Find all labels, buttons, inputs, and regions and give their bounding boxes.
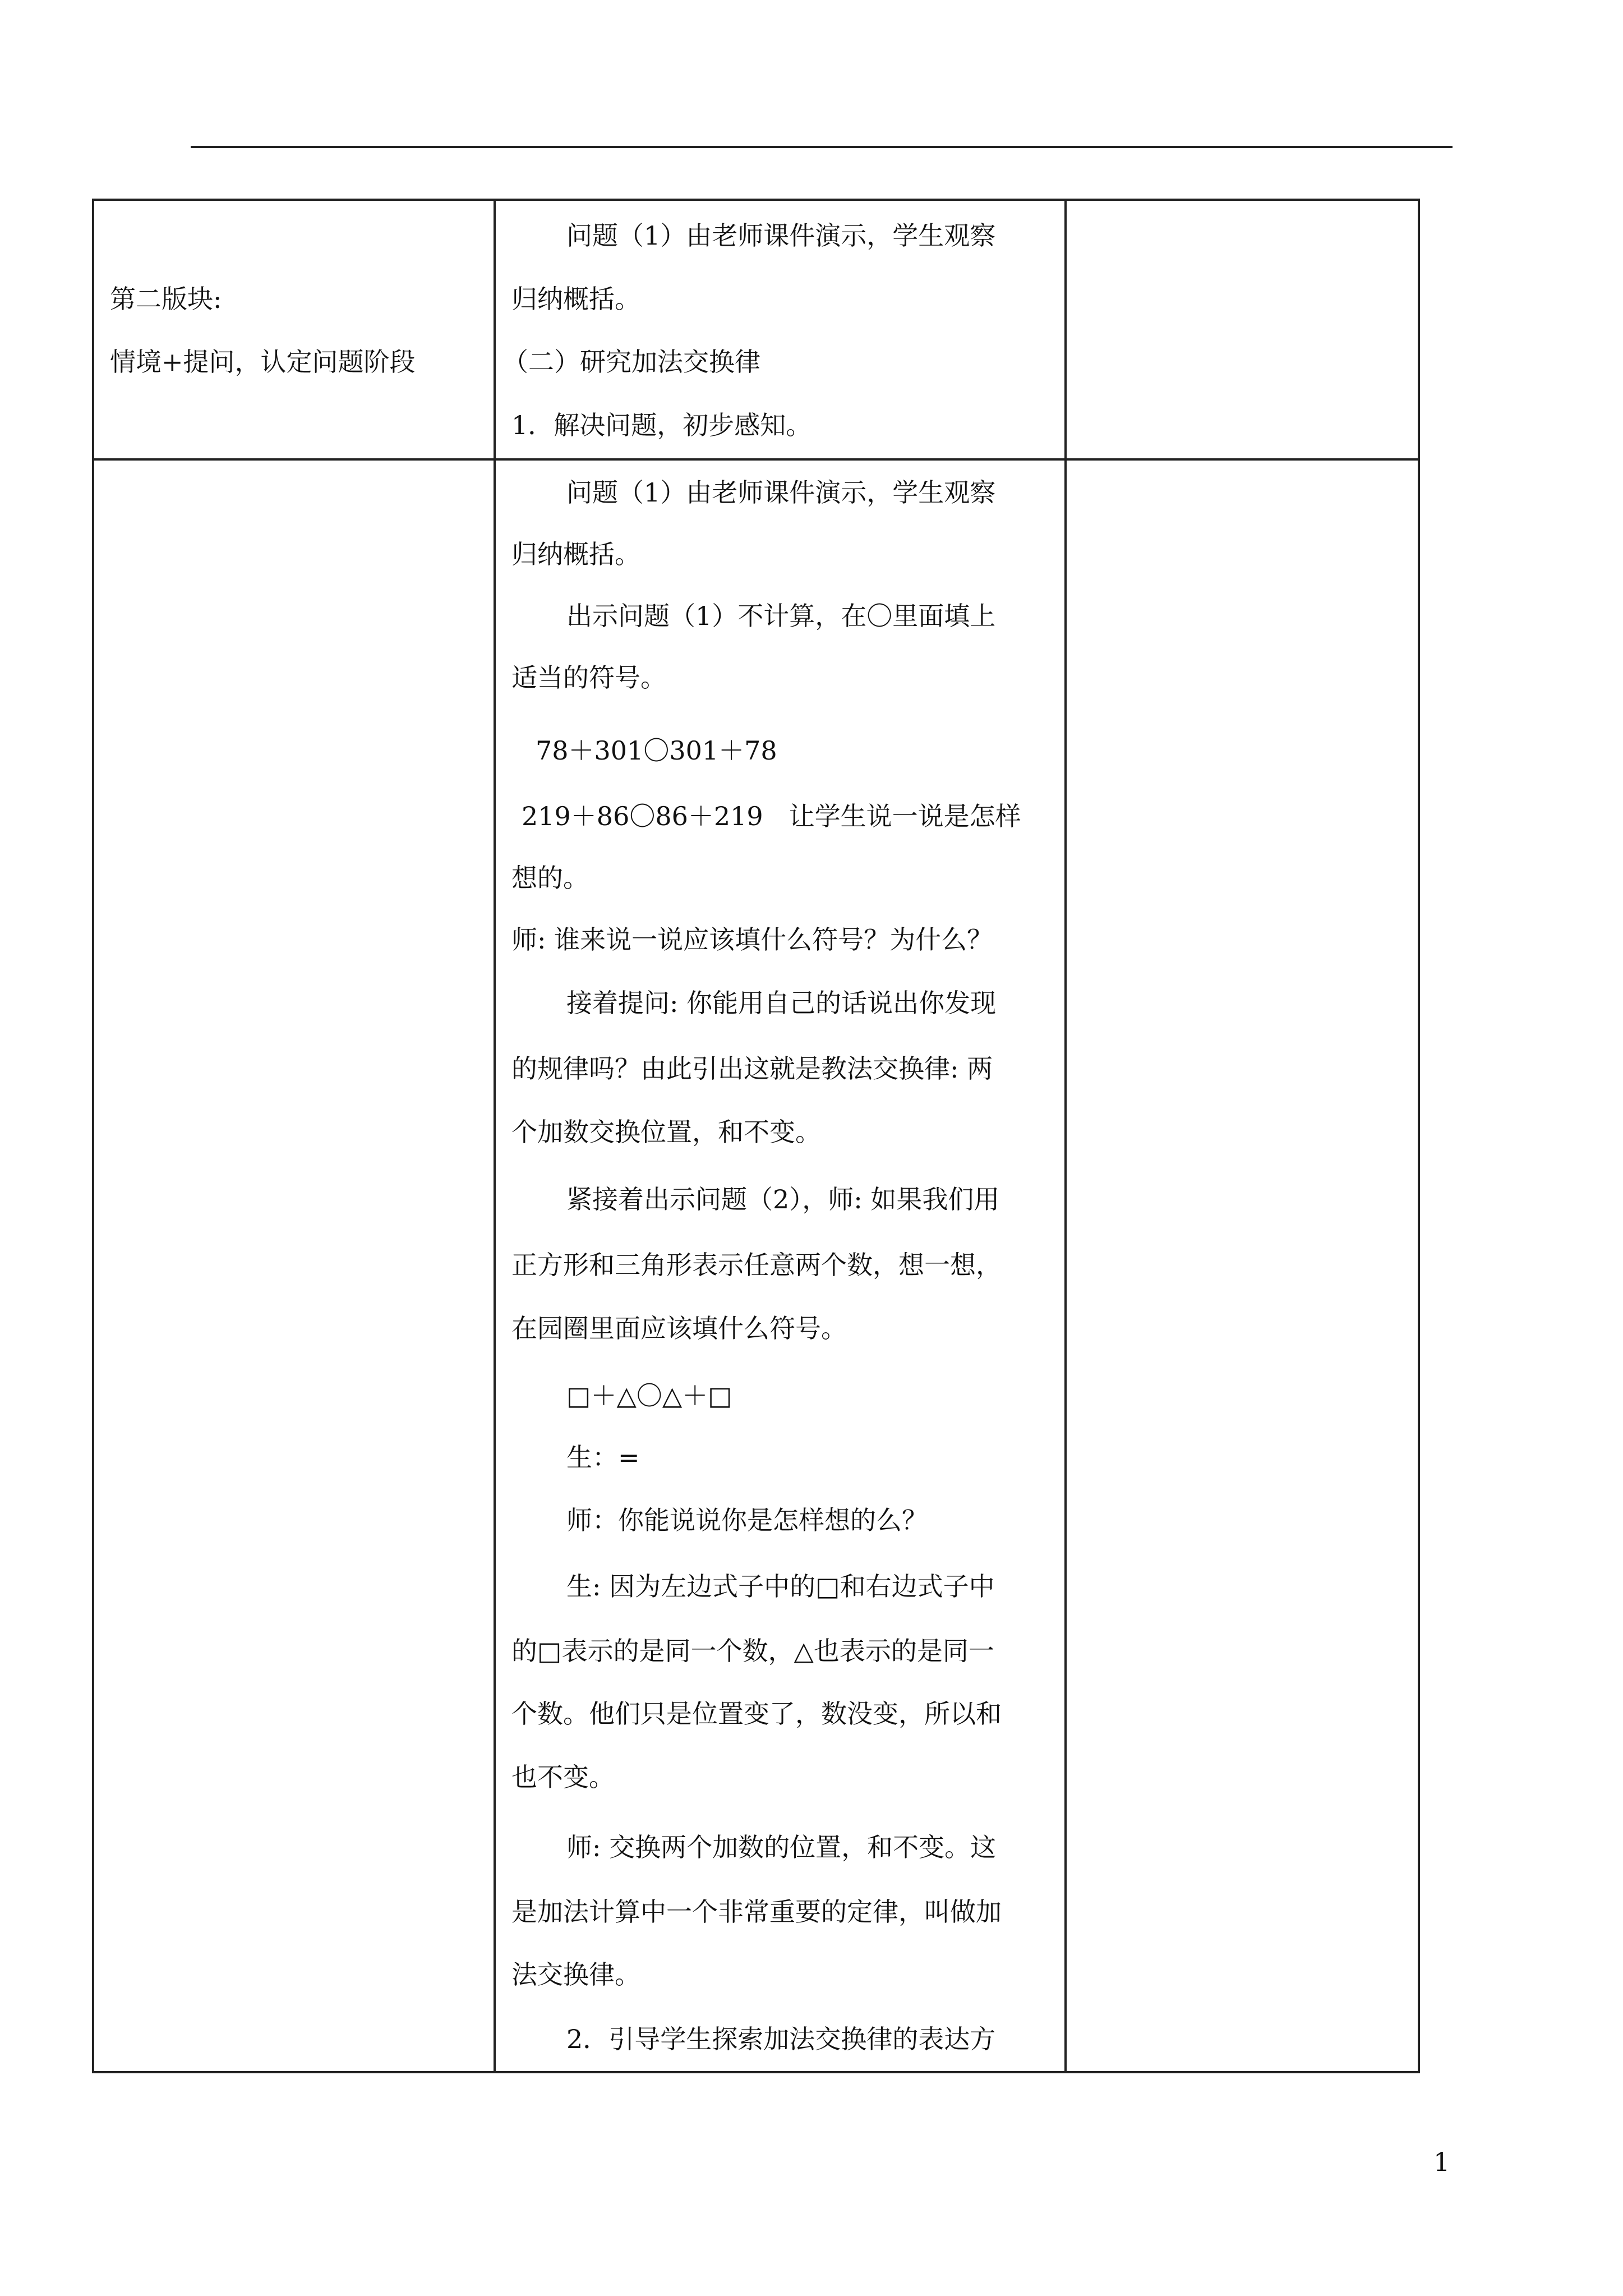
section-label: 第二版块: bbox=[110, 284, 222, 314]
table-right-border bbox=[1418, 199, 1420, 2073]
row2-line-21: 也不变。 bbox=[511, 1762, 615, 1792]
row2-line-17: 师：你能说说你是怎样想的么？ bbox=[566, 1505, 928, 1535]
row2-line-20: 个数。他们只是位置变了，数没变，所以和 bbox=[511, 1699, 1002, 1729]
row2-line-15: □＋△〇△＋□ bbox=[566, 1381, 732, 1411]
row2-line-5: 78＋301〇301＋78 bbox=[536, 735, 777, 766]
row2-line-2: 归纳概括。 bbox=[511, 539, 640, 569]
row2-line-1: 问题（1）由老师课件演示，学生观察 bbox=[566, 477, 996, 508]
row2-line-24: 法交换律。 bbox=[511, 1959, 640, 1990]
row2-line-7: 想的。 bbox=[511, 863, 589, 893]
section-stage: 情境+提问，认定问题阶段 bbox=[110, 347, 416, 377]
row2-line-19: 的□表示的是同一个数，△也表示的是同一 bbox=[511, 1636, 994, 1666]
row2-line-23: 是加法计算中一个非常重要的定律，叫做加 bbox=[511, 1897, 1002, 1927]
row2-line-13: 正方形和三角形表示任意两个数，想一想， bbox=[511, 1250, 1002, 1280]
row1-line-2: 归纳概括。 bbox=[511, 284, 640, 314]
row2-line-25: 2．引导学生探索加法交换律的表达方 bbox=[566, 2024, 996, 2054]
row2-line-18: 生: 因为左边式子中的□和右边式子中 bbox=[566, 1571, 995, 1602]
row1-line-1: 问题（1）由老师课件演示，学生观察 bbox=[566, 220, 996, 251]
table-col-divider-1 bbox=[494, 199, 496, 2073]
row2-line-11: 个加数交换位置，和不变。 bbox=[511, 1117, 821, 1147]
page-number: 1 bbox=[1433, 2147, 1450, 2177]
row2-line-10: 的规律吗？由此引出这就是教法交换律: 两 bbox=[511, 1053, 993, 1084]
row2-line-3: 出示问题（1）不计算，在〇里面填上 bbox=[566, 601, 996, 631]
row2-line-8: 师: 谁来说一说应该填什么符号？为什么？ bbox=[511, 924, 993, 955]
header-rule bbox=[191, 146, 1453, 148]
row2-line-16: 生：= bbox=[566, 1442, 640, 1473]
row2-line-9: 接着提问: 你能用自己的话说出你发现 bbox=[566, 988, 997, 1018]
row1-line-4: 1．解决问题，初步感知。 bbox=[511, 410, 812, 440]
row1-line-3: （二）研究加法交换律 bbox=[502, 347, 760, 377]
table-left-border bbox=[92, 199, 94, 2073]
table-col-divider-2 bbox=[1064, 199, 1067, 2073]
row2-line-22: 师: 交换两个加数的位置，和不变。这 bbox=[566, 1832, 997, 1862]
table-top-border bbox=[92, 199, 1420, 201]
row2-line-12: 紧接着出示问题（2），师: 如果我们用 bbox=[566, 1184, 1000, 1214]
row2-line-14: 在园圈里面应该填什么符号。 bbox=[511, 1313, 847, 1343]
row2-line-4: 适当的符号。 bbox=[511, 662, 666, 693]
row2-line-6: 219＋86〇86＋219 让学生说一说是怎样 bbox=[522, 801, 1021, 831]
